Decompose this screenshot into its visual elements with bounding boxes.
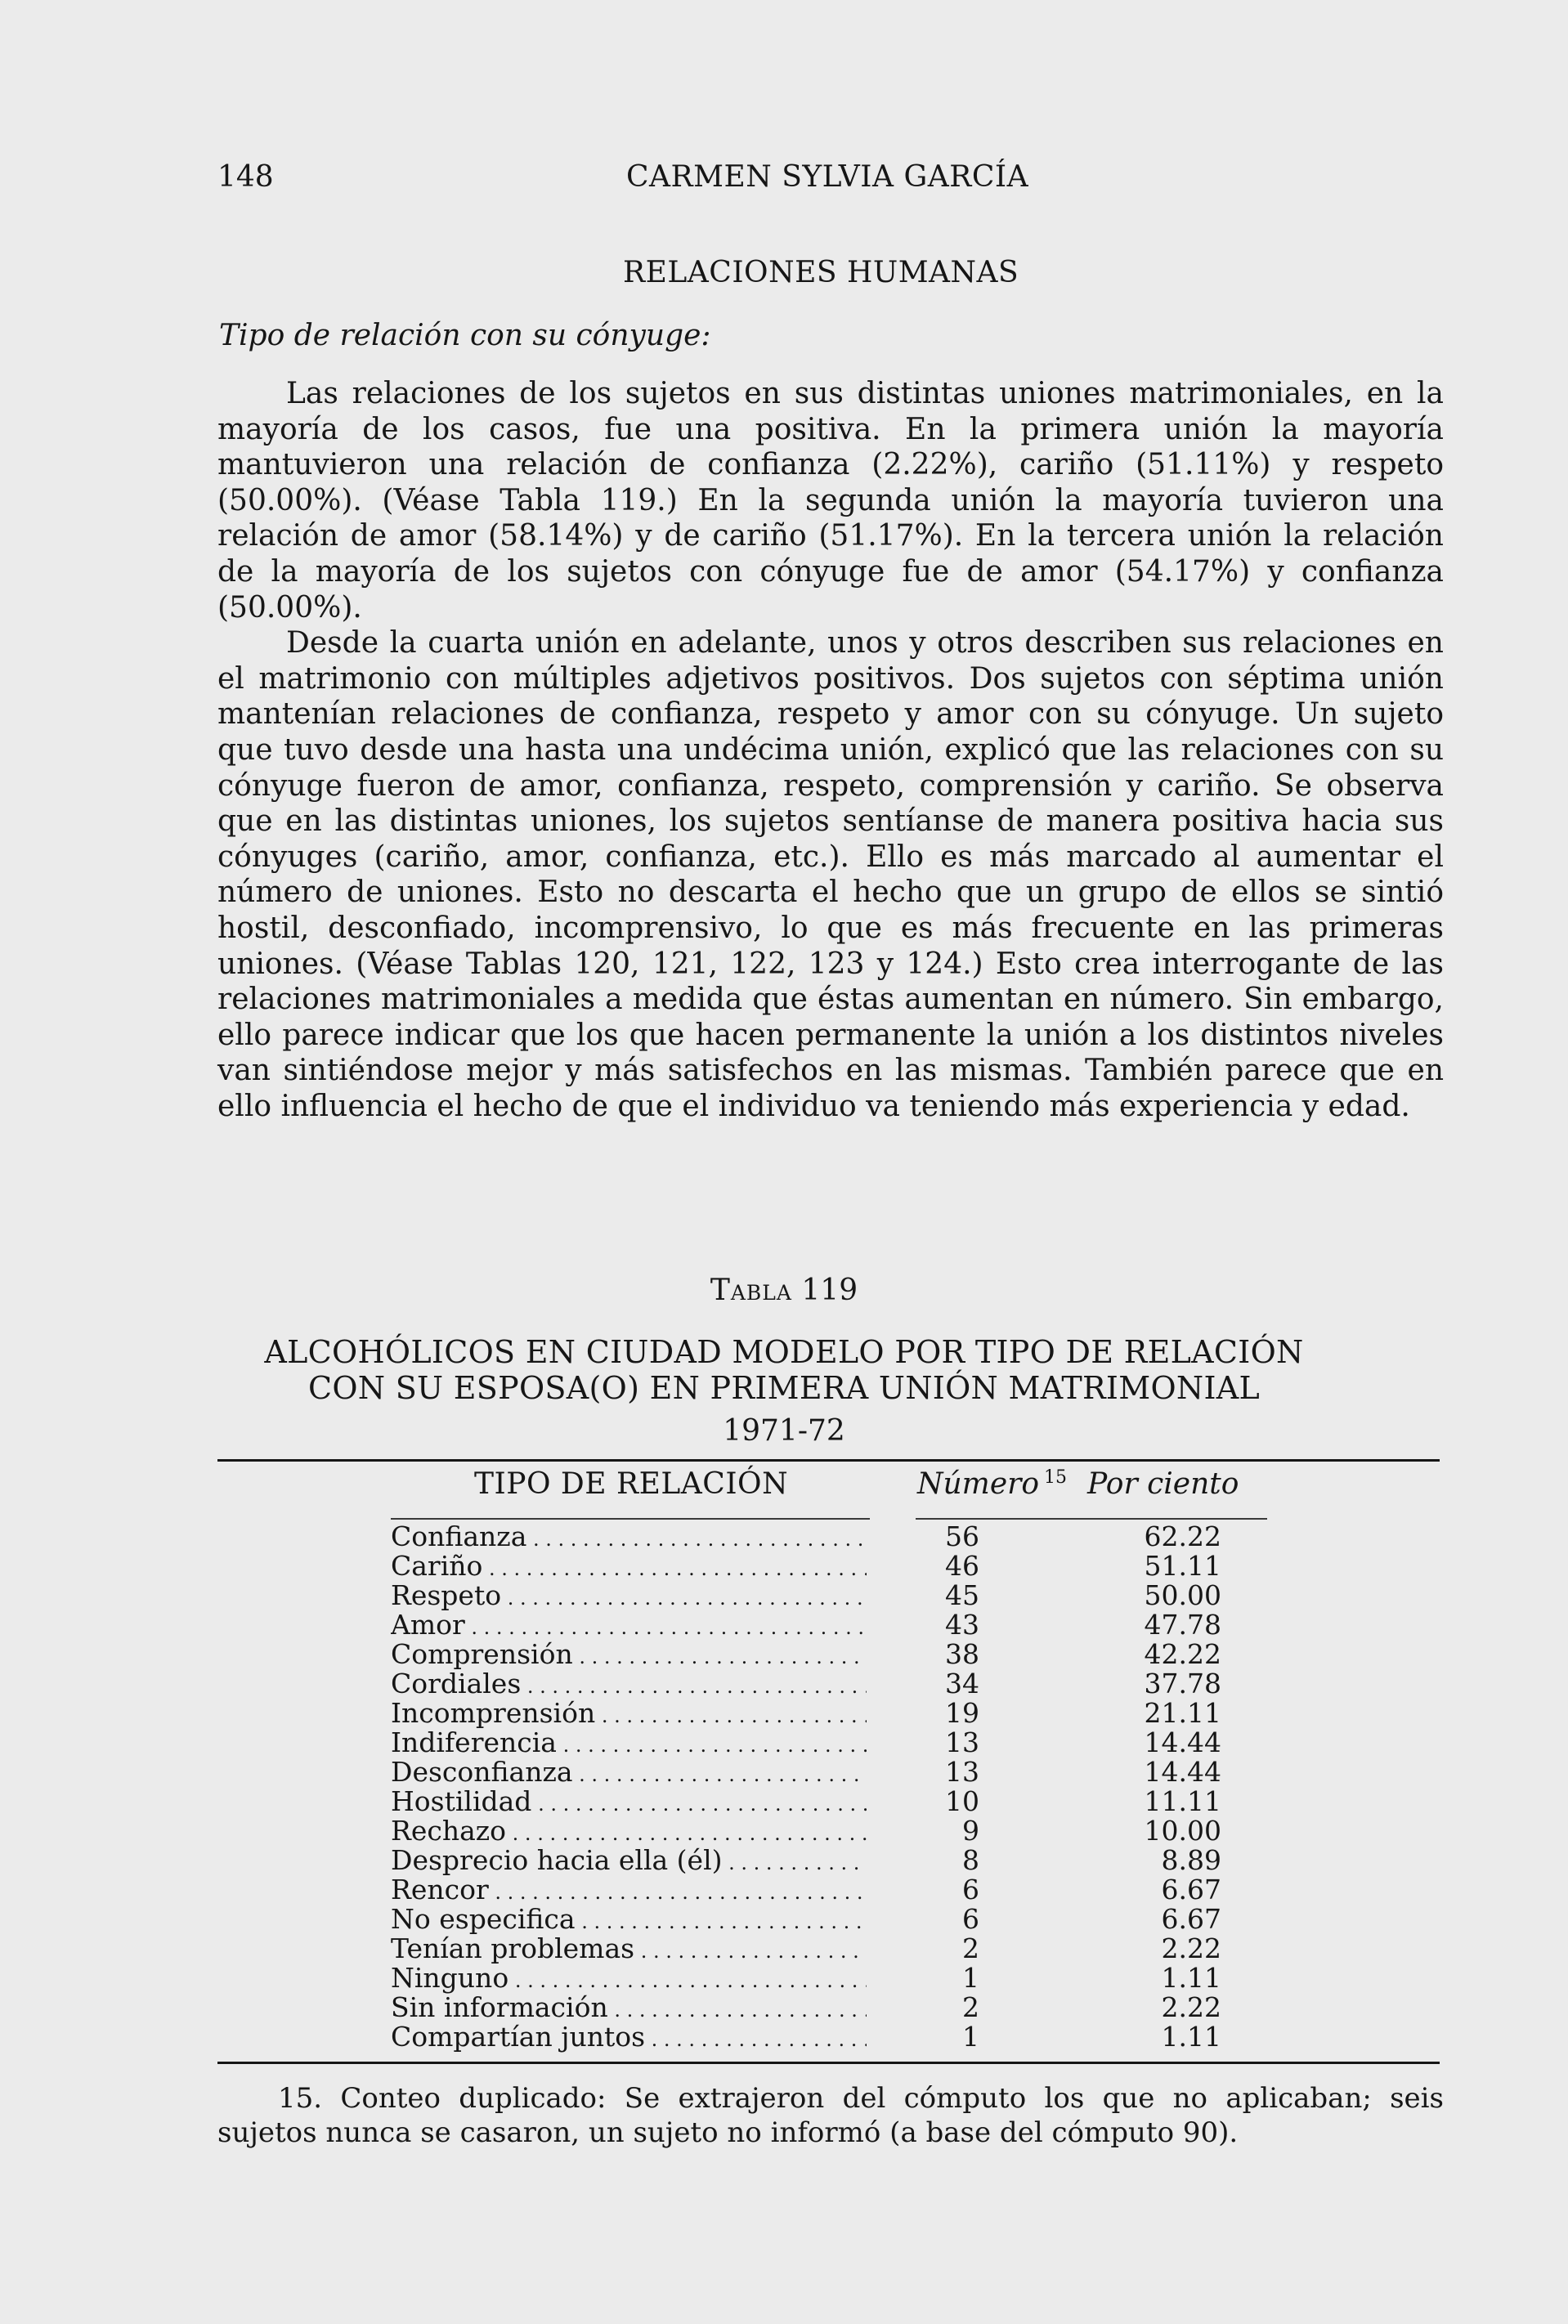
- table-label-number: 119: [801, 1274, 858, 1307]
- table-row: [391, 1669, 1241, 1699]
- row-number: 2: [962, 1991, 979, 2023]
- row-number: 38: [945, 1638, 979, 1670]
- table-row: [391, 1964, 1241, 1993]
- row-label: Indiferencia . . .: [391, 1728, 867, 1760]
- row-percent: 21.11: [1144, 1697, 1221, 1729]
- row-label: Compartían juntos . . .: [391, 2022, 867, 2054]
- row-label: Incomprensión . . .: [391, 1699, 867, 1731]
- row-label: Sin información . . .: [391, 1993, 867, 2025]
- row-percent: 14.44: [1144, 1726, 1221, 1758]
- table-row: [391, 1522, 1241, 1552]
- row-label: Confianza . . .: [391, 1522, 867, 1554]
- row-percent: 50.00: [1144, 1579, 1221, 1611]
- row-number: 10: [945, 1785, 979, 1817]
- row-number: 45: [945, 1579, 979, 1611]
- table-label: [0, 1274, 1568, 1307]
- values-header-rule: [916, 1518, 1267, 1520]
- row-number: 6: [962, 1903, 979, 1935]
- row-number: 43: [945, 1609, 979, 1641]
- body-text: [217, 376, 1444, 1124]
- table-title-line: ALCOHÓLICOS EN CIUDAD MODELO POR TIPO DE RELACIÓN: [264, 1334, 1304, 1370]
- table-top-rule: [217, 1459, 1440, 1462]
- row-number: 1: [962, 1962, 979, 1994]
- row-label: Hostilidad . . .: [391, 1787, 867, 1819]
- table-body: [391, 1522, 1241, 2052]
- row-percent: 8.89: [1161, 1844, 1221, 1876]
- row-label: Comprensión . . .: [391, 1640, 867, 1672]
- row-number: 19: [945, 1697, 979, 1729]
- section-subtitle: Tipo de relación con su cónyuge:: [219, 319, 711, 352]
- row-percent: 11.11: [1144, 1785, 1221, 1817]
- footnote-text: 15. Conteo duplicado: Se extrajeron del cómputo los que no aplicaban; seis sujetos nunca se casaron, un sujeto no informó (a base del cómputo 90).: [217, 2082, 1444, 2149]
- row-percent: 1.11: [1161, 1962, 1221, 1994]
- row-label: Rechazo . . .: [391, 1816, 867, 1848]
- table-row: [391, 1552, 1241, 1581]
- table-year: 1971-72: [723, 1414, 845, 1448]
- row-label: Rencor . . .: [391, 1875, 867, 1907]
- row-percent: 2.22: [1161, 1991, 1221, 2023]
- row-percent: 10.00: [1144, 1815, 1221, 1847]
- table-row: [391, 1758, 1241, 1787]
- row-percent: 6.67: [1161, 1874, 1221, 1905]
- row-label: Ninguno . . .: [391, 1964, 867, 1995]
- row-percent: 51.11: [1144, 1550, 1221, 1582]
- row-label: Desconfianza . . .: [391, 1758, 867, 1789]
- row-percent: 37.78: [1144, 1668, 1221, 1699]
- paragraph: Desde la cuarta unión en adelante, unos y otros describen sus relaciones en el matrimonio con múltiples adjetivos positivos. Dos sujetos con séptima unión mantenían relaciones de confianza, respeto y amor con su cónyuge. Un sujeto que tuvo desde una hasta una undécima unión, explicó que las relaciones con su cónyuge fueron de amor, confianza, respeto, comprensión y cariño. Se observa que en las distintas uniones, los sujetos sentíanse de manera positiva hacia sus cónyuges (cariño, amor, confianza, etc.). Ello es más marcado al aumentar el número de uniones. Esto no descarta el hecho que un grupo de ellos se sintió hostil, desconfiado, incomprensivo, lo que es más frecuente en las primeras uniones. (Véase Tablas 120, 121, 122, 123 y 124.) Esto crea interrogante de las relaciones matrimoniales a medida que éstas aumentan en número. Sin embargo, ello parece indicar que los que hacen permanente la unión a los distintos niveles van sintiéndose mejor y más satisfechos en las mismas. También parece que en ello influencia el hecho de que el individuo va teniendo más experiencia y edad.: [217, 626, 1444, 1123]
- table-row: [391, 1699, 1241, 1728]
- row-label: Cordiales . . .: [391, 1669, 867, 1701]
- table-row: [391, 1610, 1241, 1640]
- table-row: [391, 2022, 1241, 2052]
- row-percent: 42.22: [1144, 1638, 1221, 1670]
- row-percent: 62.22: [1144, 1520, 1221, 1552]
- table-label-word: Tabla: [710, 1274, 792, 1307]
- row-label: Amor . . .: [391, 1610, 867, 1642]
- section-title: RELACIONES HUMANAS: [623, 256, 1019, 289]
- row-percent: 1.11: [1161, 2021, 1221, 2053]
- row-number: 13: [945, 1726, 979, 1758]
- row-label: Tenían problemas . . .: [391, 1934, 867, 1966]
- column-header-number-label: Número: [917, 1467, 1040, 1501]
- footnote-marker: 15: [1044, 1467, 1068, 1488]
- table-bottom-rule: [217, 2062, 1440, 2064]
- column-header-number: [917, 1467, 1067, 1501]
- table-row: [391, 1787, 1241, 1816]
- table-row: [391, 1993, 1241, 2022]
- table-title-line: CON SU ESPOSA(O) EN PRIMERA UNIÓN MATRIMONIAL: [307, 1370, 1261, 1406]
- table-title: [0, 1334, 1568, 1406]
- table-row: [391, 1905, 1241, 1934]
- table-row: [391, 1640, 1241, 1669]
- row-percent: 47.78: [1144, 1609, 1221, 1641]
- row-number: 9: [962, 1815, 979, 1847]
- row-percent: 6.67: [1161, 1903, 1221, 1935]
- page-number: 148: [217, 160, 274, 194]
- row-number: 46: [945, 1550, 979, 1582]
- row-percent: 2.22: [1161, 1932, 1221, 1964]
- column-header-category: TIPO DE RELACIÓN: [474, 1467, 789, 1501]
- row-number: 8: [962, 1844, 979, 1876]
- row-number: 1: [962, 2021, 979, 2053]
- row-label: Cariño . . .: [391, 1552, 867, 1583]
- table-row: [391, 1728, 1241, 1758]
- paragraph: Las relaciones de los sujetos en sus distintas uniones matrimoniales, en la mayoría de los casos, fue una positiva. En la primera unión la mayoría mantuvieron una relación de confianza (2.22%), cariño (51.11%) y respeto (50.00%). (Véase Tabla 119.) En la segunda unión la mayoría tuvieron una relación de amor (58.14%) y de cariño (51.17%). En la tercera unión la relación de la mayoría de los sujetos con cónyuge fue de amor (54.17%) y confianza (50.00%).: [217, 377, 1444, 625]
- table-row: [391, 1875, 1241, 1905]
- category-header-rule: [391, 1518, 870, 1520]
- footnote: [217, 2081, 1444, 2150]
- table-row: [391, 1934, 1241, 1964]
- table-row: [391, 1846, 1241, 1875]
- column-header-percent: Por ciento: [1087, 1467, 1239, 1501]
- running-head: CARMEN SYLVIA GARCÍA: [626, 160, 1029, 194]
- table-row: [391, 1816, 1241, 1846]
- row-number: 2: [962, 1932, 979, 1964]
- row-label: No especifica . . .: [391, 1905, 867, 1937]
- row-number: 56: [945, 1520, 979, 1552]
- row-number: 6: [962, 1874, 979, 1905]
- table-row: [391, 1581, 1241, 1610]
- row-label: Desprecio hacia ella (él) . . .: [391, 1846, 867, 1878]
- row-number: 13: [945, 1756, 979, 1788]
- row-percent: 14.44: [1144, 1756, 1221, 1788]
- row-number: 34: [945, 1668, 979, 1699]
- row-label: Respeto . . .: [391, 1581, 867, 1613]
